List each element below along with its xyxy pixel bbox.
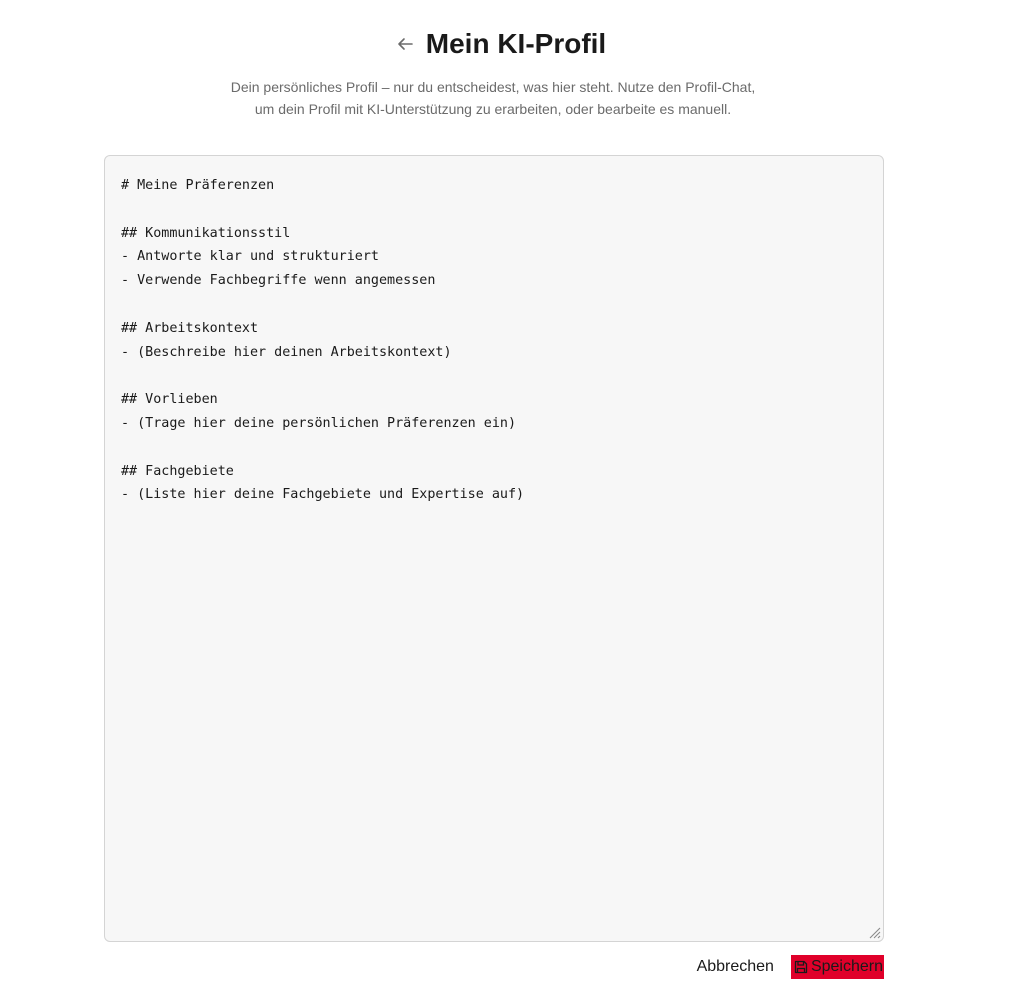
- page-header: [0, 27, 1000, 61]
- cancel-button[interactable]: Abbrechen: [697, 955, 774, 979]
- page-subtitle: Dein persönliches Profil – nur du entscheidest, was hier steht. Nutze den Profil-Chat, um dein Profil mit KI-Unterstützung zu erarbeiten, oder bearbeite es manuell.: [230, 79, 756, 117]
- profile-editor[interactable]: [104, 155, 884, 942]
- save-button[interactable]: [791, 955, 884, 979]
- back-button[interactable]: [394, 33, 416, 55]
- resize-handle-icon[interactable]: [867, 925, 881, 939]
- page-title: Mein KI-Profil: [425, 28, 607, 59]
- action-bar: [0, 955, 884, 979]
- arrow-left-icon: [396, 35, 414, 53]
- save-button-label: Speichern: [810, 958, 883, 975]
- floppy-disk-icon: [793, 959, 809, 975]
